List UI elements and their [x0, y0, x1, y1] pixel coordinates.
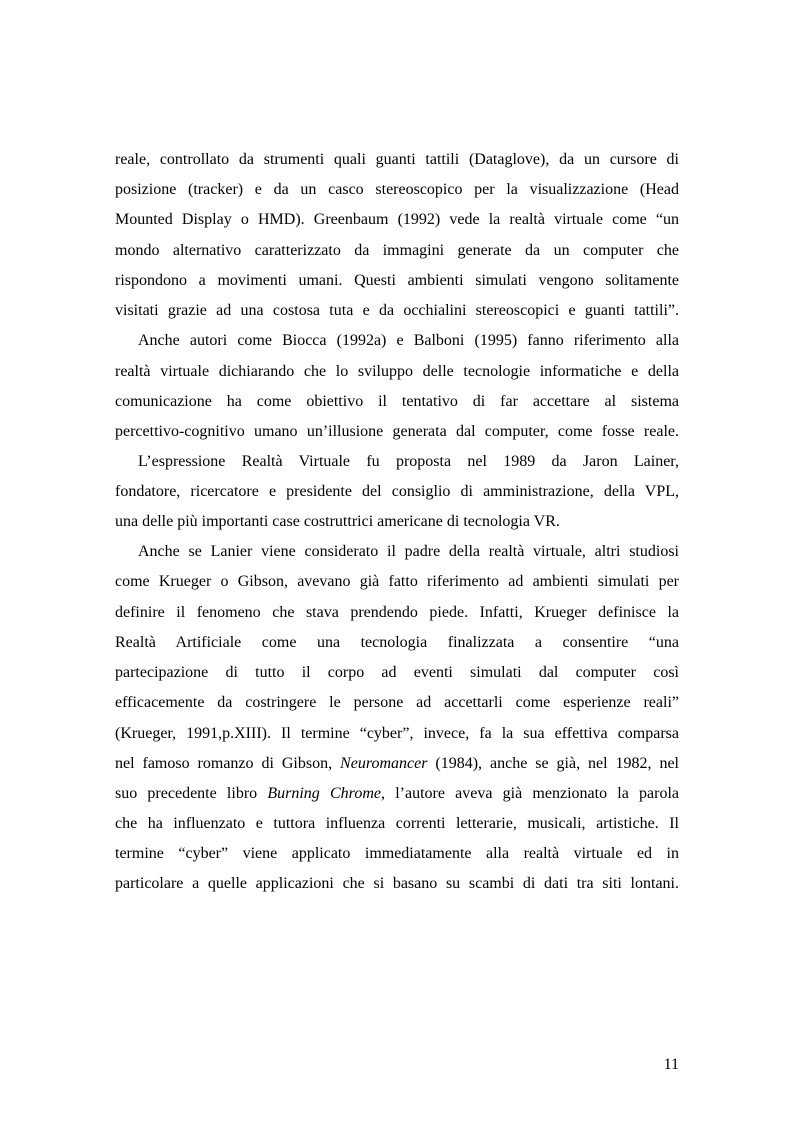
paragraph-line: rispondono a movimenti umani. Questi ambienti simulati vengono solitamente	[115, 272, 679, 289]
paragraph-line: Anche autori come Biocca (1992a) e Balboni (1995) fanno riferimento alla	[138, 332, 679, 349]
paragraph-line: visitati grazie ad una costosa tuta e da occhialini stereoscopici e guanti tattili”.	[115, 302, 679, 319]
paragraph-line: partecipazione di tutto il corpo ad eventi simulati dal computer così	[115, 664, 679, 681]
paragraph-line	[115, 754, 679, 774]
paragraph-line: Mounted Display o HMD). Greenbaum (1992) vede la realtà virtuale come “un	[115, 211, 679, 228]
paragraph-line: mondo alternativo caratterizzato da immagini generate da un computer che	[115, 242, 679, 259]
paragraph-line	[115, 784, 679, 804]
paragraph-line: come Krueger o Gibson, avevano già fatto riferimento ad ambienti simulati per	[115, 573, 679, 590]
paragraph-line: posizione (tracker) e da un casco stereoscopico per la visualizzazione (Head	[115, 181, 679, 198]
paragraph-line: termine “cyber” viene applicato immediatamente alla realtà virtuale ed in	[115, 845, 679, 862]
paragraph-line: che ha influenzato e tuttora influenza correnti letterarie, musicali, artistiche. Il	[115, 815, 679, 832]
paragraph-line: L’espressione Realtà Virtuale fu proposta nel 1989 da Jaron Lainer,	[138, 453, 679, 470]
paragraph-line: reale, controllato da strumenti quali guanti tattili (Dataglove), da un cursore di	[115, 151, 679, 168]
paragraph-line: comunicazione ha come obiettivo il tentativo di far accettare al sistema	[115, 393, 679, 410]
line-text: nel famoso romanzo di Gibson,	[115, 755, 341, 772]
book-title-burning-chrome: Burning Chrome	[267, 785, 381, 802]
paragraph-line: realtà virtuale dichiarando che lo sviluppo delle tecnologie informatiche e della	[115, 363, 679, 380]
line-text: , l’autore aveva già menzionato la parola	[380, 785, 680, 802]
paragraph-line: particolare a quelle applicazioni che si basano su scambi di dati tra siti lontani.	[115, 875, 679, 892]
paragraph-line: Realtà Artificiale come una tecnologia finalizzata a consentire “una	[115, 634, 679, 651]
paragraph-line: Anche se Lanier viene considerato il padre della realtà virtuale, altri studiosi	[138, 543, 679, 560]
paragraph-line: fondatore, ricercatore e presidente del consiglio di amministrazione, della VPL,	[115, 483, 679, 500]
paragraph-line: percettivo-cognitivo umano un’illusione generata dal computer, come fosse reale.	[115, 423, 679, 440]
paragraph-line: una delle più importanti case costruttrici americane di tecnologia VR.	[115, 513, 560, 530]
book-title-neuromancer: Neuromancer	[340, 755, 428, 772]
line-text: (1984), anche se già, nel 1982, nel	[427, 755, 680, 772]
paragraph-line: (Krueger, 1991,p.XIII). Il termine “cyber”, invece, fa la sua effettiva comparsa	[115, 725, 679, 742]
paragraph-line: efficacemente da costringere le persone ad accettarli come esperienze reali”	[115, 694, 679, 711]
line-text: suo precedente libro	[115, 785, 268, 802]
paragraph-line: definire il fenomeno che stava prendendo piede. Infatti, Krueger definisce la	[115, 604, 679, 621]
page-number: 11	[663, 1056, 679, 1073]
